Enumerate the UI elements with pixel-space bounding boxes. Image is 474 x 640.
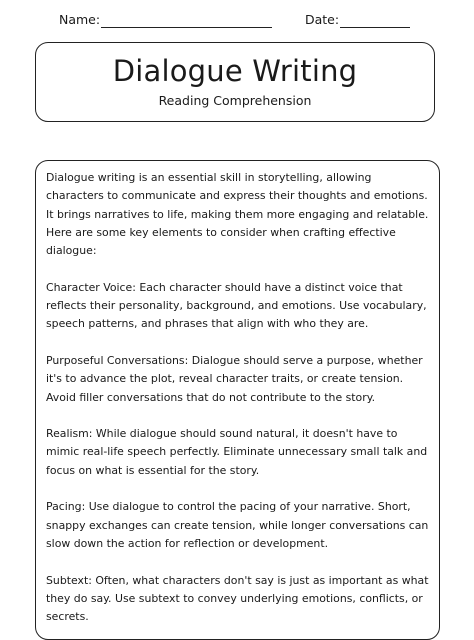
passage-paragraph-pacing: Pacing: Use dialogue to control the pacing of your narrative. Short, snappy exchanges can create tension, while longer conversations can slow down the action for reflection or development. <box>46 500 429 550</box>
page-title: Dialogue Writing <box>112 54 358 88</box>
date-label: Date: <box>305 12 340 27</box>
worksheet-header <box>0 12 474 32</box>
passage-paragraph-realism: Realism: While dialogue should sound natural, it doesn't have to mimic real-life speech perfectly. Eliminate unnecessary small talk and focus on what is essential for the story. <box>46 427 428 477</box>
page-subtitle: Reading Comprehension <box>158 93 312 108</box>
name-label: Name: <box>59 12 101 27</box>
date-field <box>305 12 410 28</box>
passage-paragraph-character-voice: Character Voice: Each character should have a distinct voice that reflects their personality, background, and emotions. Use vocabulary, speech patterns, and phrases that align with who they are. <box>46 280 427 331</box>
date-blank-line[interactable] <box>340 13 410 28</box>
passage-paragraph-purposeful-conversations: Purposeful Conversations: Dialogue should serve a purpose, whether it's to advance the plot, reveal character traits, or create tension. Avoid filler conversations that do not contribute to the story. <box>46 353 423 404</box>
name-blank-line[interactable] <box>101 13 272 28</box>
title-box <box>35 42 435 122</box>
passage-paragraph-intro: Dialogue writing is an essential skill in storytelling, allowing characters to communicate and express their thoughts and emotions. It brings narratives to life, making them more engaging and relatable. Here are some key elements to consider when crafting effective dialogue: <box>46 171 429 258</box>
name-field <box>59 12 272 28</box>
reading-passage-box <box>35 160 440 640</box>
passage-paragraph-subtext: Subtext: Often, what characters don't say is just as important as what they do say. Use subtext to convey underlying emotions, conflicts, or secrets. <box>46 573 429 624</box>
